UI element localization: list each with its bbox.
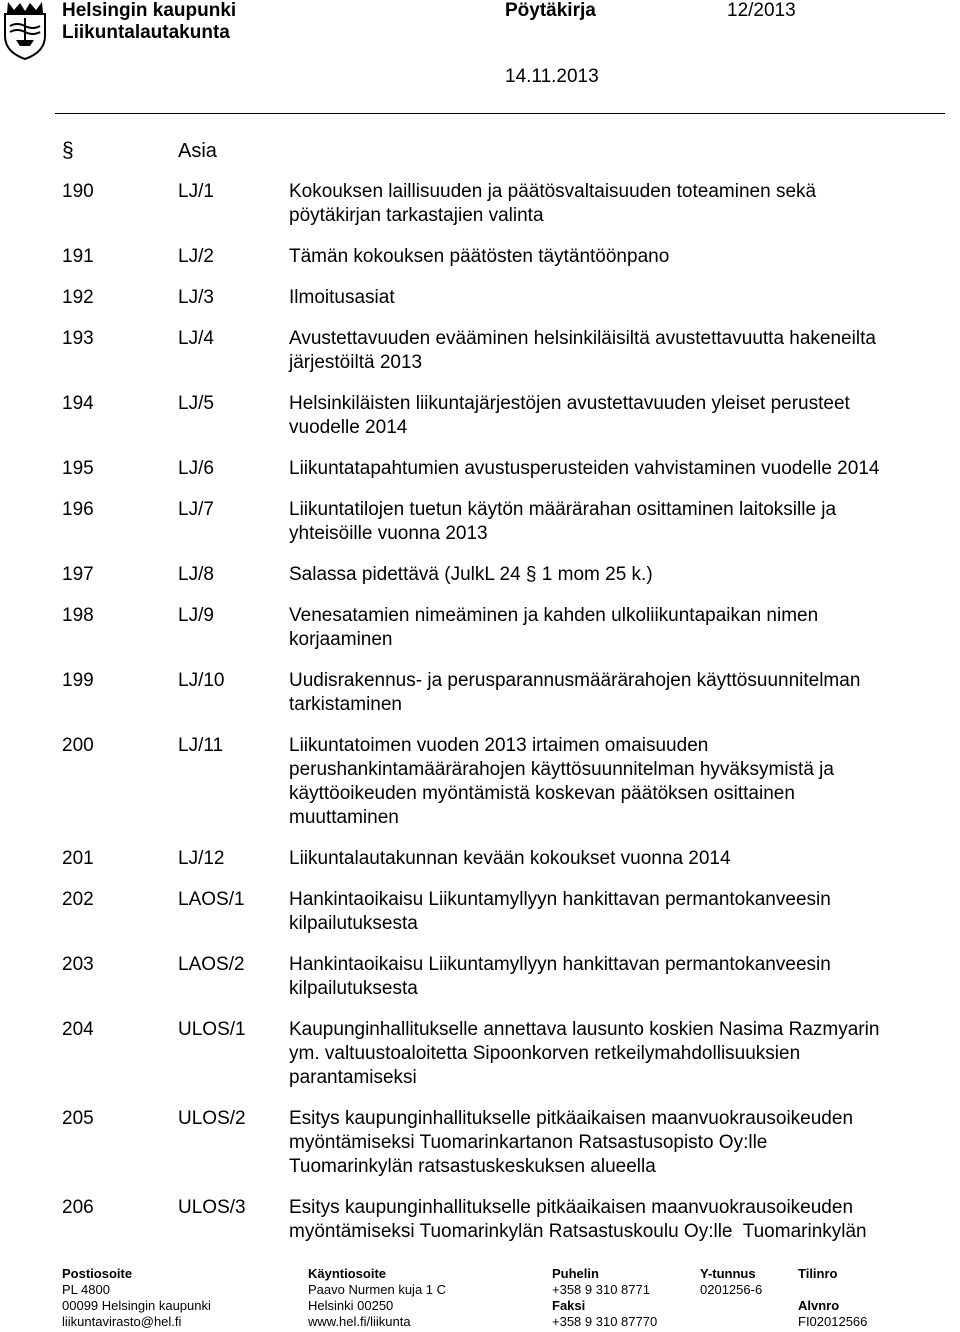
agenda-item-title-line: järjestöiltä 2013 [289,352,423,373]
agenda-item-number: 203 [62,954,94,975]
section-symbol: § [62,139,74,162]
footer-visiting-address [308,1266,446,1330]
header-divider [55,113,945,114]
agenda-item-number: 202 [62,889,94,910]
agenda-item-code: LJ/2 [178,246,214,267]
agenda-item-number: 204 [62,1019,94,1040]
footer-website-link[interactable]: www.hel.fi/liikunta [308,1314,411,1329]
agenda-item-code: LJ/8 [178,564,214,585]
document-type: Pöytäkirja [505,0,596,21]
agenda-item-code: LJ/4 [178,328,214,349]
document-date: 14.11.2013 [505,66,599,87]
agenda-item-title [289,563,939,587]
agenda-item-title-line: Esitys kaupunginhallitukselle pitkäaikaisen maanvuokrausoikeuden [289,1108,854,1129]
agenda-item-code: ULOS/3 [178,1197,246,1218]
agenda-item-title-line: vuodelle 2014 [289,417,408,438]
footer-text: 0201256-6 [700,1282,763,1297]
footer-business-id [700,1266,762,1298]
agenda-item-title [289,1018,939,1090]
footer-email-link[interactable]: liikuntavirasto@hel.fi [62,1314,182,1329]
agenda-item-title-line: perushankintamäärärahojen käyttösuunnitelman hyväksymistä ja [289,759,834,780]
footer-text [798,1282,867,1298]
agenda-item-code: LJ/5 [178,393,214,414]
agenda-item-title-line: Liikuntatapahtumien avustusperusteiden vahvistaminen vuodelle 2014 [289,458,880,479]
footer-label: Postiosoite [62,1266,133,1281]
agenda-item-title [289,669,939,717]
agenda-item-title-line: parantamiseksi [289,1067,417,1088]
agenda-item-number: 206 [62,1197,94,1218]
agenda-item-title-line: Hankintaoikaisu Liikuntamyllyyn hankittavan permantokanveesin [289,889,831,910]
agenda-item-number: 200 [62,735,94,756]
agenda-item-title-line: Liikuntatilojen tuetun käytön määrärahan osittaminen laitoksille ja [289,499,837,520]
agenda-item-code: LJ/10 [178,670,225,691]
agenda-item-title-line: Tämän kokouksen päätösten täytäntöönpano [289,246,670,267]
footer-label: Puhelin [552,1266,599,1281]
agenda-item-title [289,180,939,228]
agenda-item-code: LAOS/2 [178,954,245,975]
agenda-item-title-line: ym. valtuustoaloitetta Sipoonkorven retkeilymahdollisuuksien [289,1043,801,1064]
agenda-item-code: ULOS/1 [178,1019,246,1040]
footer-text: +358 9 310 87770 [552,1314,658,1329]
agenda-item-title [289,245,939,269]
agenda-item-title [289,498,939,546]
agenda-item-code: LJ/1 [178,181,214,202]
agenda-item-title [289,327,939,375]
column-title-asia: Asia [178,140,217,162]
agenda-item-number: 205 [62,1108,94,1129]
agenda-item-title [289,604,939,652]
agenda-item-title-line: Ilmoitusasiat [289,287,395,308]
agenda-item-title-line: Kokouksen laillisuuden ja päätösvaltaisuuden toteaminen sekä [289,181,817,202]
agenda-item-title-line: Venesatamien nimeäminen ja kahden ulkoliikuntapaikan nimen [289,605,819,626]
agenda-item-title-line: Tuomarinkylän ratsastuskeskuksen alueella [289,1156,656,1177]
agenda-item-title [289,457,939,481]
helsinki-crest-logo [2,0,48,60]
agenda-item-code: LJ/9 [178,605,214,626]
agenda-item-number: 196 [62,499,94,520]
agenda-item-number: 193 [62,328,94,349]
footer-label: Faksi [552,1298,586,1313]
agenda-item-title-line: Helsinkiläisten liikuntajärjestöjen avustettavuuden yleiset perusteet [289,393,850,414]
footer-label: Alvnro [798,1298,840,1313]
agenda-item-title [289,1107,939,1179]
agenda-item-code: LJ/11 [178,735,224,756]
agenda-item-title-line: Esitys kaupunginhallitukselle pitkäaikaisen maanvuokrausoikeuden [289,1197,854,1218]
agenda-item-number: 195 [62,458,94,479]
agenda-item-title-line: Kaupunginhallitukselle annettava lausunto koskien Nasima Razmyarin [289,1019,880,1040]
agenda-item-title-line: yhteisöille vuonna 2013 [289,523,488,544]
city-name: Helsingin kaupunki [62,0,237,21]
agenda-item-number: 191 [62,246,94,267]
footer-account [798,1266,867,1330]
agenda-item-number: 197 [62,564,94,585]
agenda-item-code: LJ/12 [178,848,225,869]
agenda-item-number: 201 [62,848,94,869]
agenda-item-title-line: käyttöoikeuden myöntämistä koskevan päätöksen osittainen [289,783,795,804]
footer-text: Paavo Nurmen kuja 1 C [308,1282,447,1297]
agenda-item-title [289,953,939,1001]
agenda-item-title-line: Liikuntatoimen vuoden 2013 irtaimen omaisuuden [289,735,709,756]
document-number: 12/2013 [727,0,796,21]
agenda-item-number: 199 [62,670,94,691]
agenda-item-title [289,1196,939,1244]
footer-text: +358 9 310 8771 [552,1282,650,1297]
footer-text: Helsinki 00250 [308,1298,394,1313]
agenda-item-title [289,286,939,310]
agenda-item-title-line: Hankintaoikaisu Liikuntamyllyyn hankittavan permantokanveesin [289,954,831,975]
agenda-item-title-line: Salassa pidettävä (JulkL 24 § 1 mom 25 k.) [289,564,653,585]
agenda-item-code: LJ/7 [178,499,214,520]
agenda-item-title-line: Uudisrakennus- ja perusparannusmäärärahojen käyttösuunnitelman [289,670,861,691]
agenda-item-number: 190 [62,181,94,202]
board-name: Liikuntalautakunta [62,22,230,43]
footer-text: FI02012566 [798,1314,868,1329]
agenda-item-title [289,734,939,830]
agenda-item-title-line: myöntämiseksi Tuomarinkylän Ratsastuskoulu Oy:lle Tuomarinkylän [289,1221,867,1242]
agenda-item-title-line: myöntämiseksi Tuomarinkartanon Ratsastusopisto Oy:lle [289,1132,768,1153]
footer-label: Käyntiosoite [308,1266,387,1281]
footer-label: Y-tunnus [700,1266,756,1281]
agenda-item-title-line: muuttaminen [289,807,399,828]
footer-text: 00099 Helsingin kaupunki [62,1298,211,1313]
agenda-item-title-line: pöytäkirjan tarkastajien valinta [289,205,544,226]
footer-text: PL 4800 [62,1282,110,1297]
agenda-item-title-line: korjaaminen [289,629,393,650]
agenda-item-title-line: kilpailutuksesta [289,978,418,999]
agenda-item-code: LJ/3 [178,287,214,308]
agenda-item-title-line: Liikuntalautakunnan kevään kokoukset vuonna 2014 [289,848,731,869]
agenda-item-title-line: tarkistaminen [289,694,402,715]
footer-phone [552,1266,657,1330]
agenda-item-title [289,847,939,871]
agenda-item-title [289,392,939,440]
footer-label: Tilinro [798,1266,838,1281]
agenda-item-code: ULOS/2 [178,1108,246,1129]
agenda-item-number: 198 [62,605,94,626]
agenda-item-title-line: kilpailutuksesta [289,913,418,934]
agenda-item-number: 192 [62,287,94,308]
agenda-item-code: LAOS/1 [178,889,245,910]
agenda-item-code: LJ/6 [178,458,214,479]
agenda-item-title-line: Avustettavuuden evääminen helsinkiläisiltä avustettavuutta hakeneilta [289,328,876,349]
agenda-item-title [289,888,939,936]
footer-postal-address [62,1266,211,1330]
agenda-item-number: 194 [62,393,94,414]
